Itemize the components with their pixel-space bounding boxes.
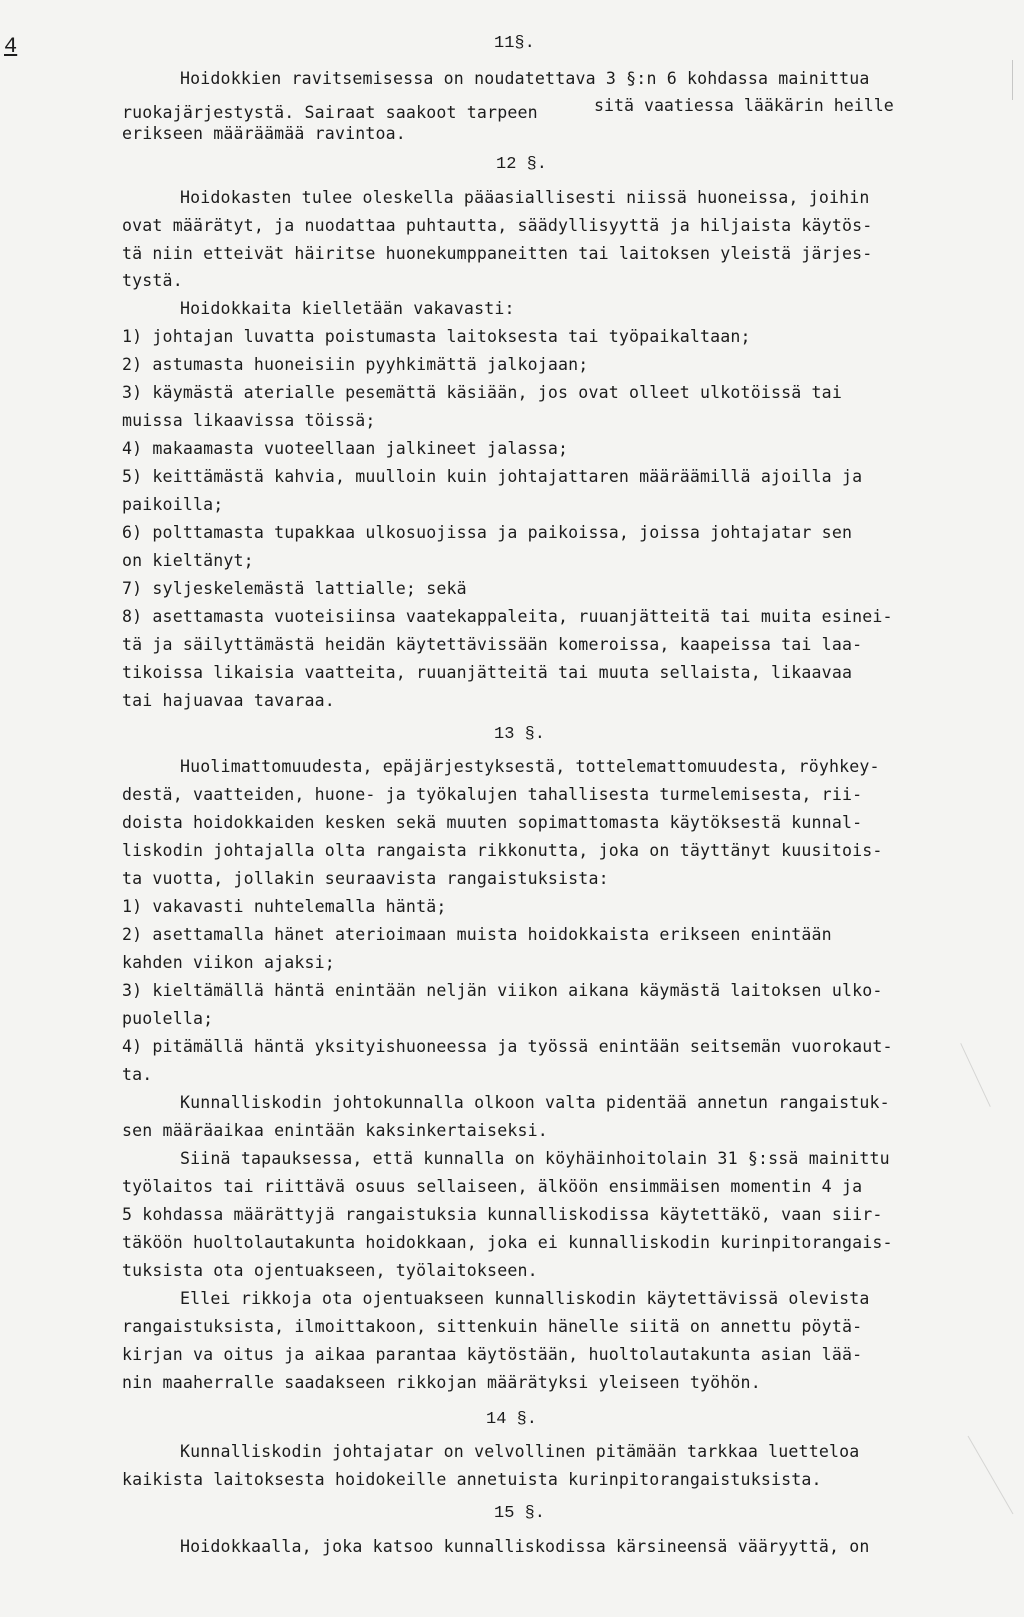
scan-mark: [968, 1436, 1014, 1514]
list-item: 6) polttamasta tupakkaa ulkosuojissa ja paikoissa, joissa johtajatar sen: [122, 523, 853, 542]
text-line: ruokajärjestystä. Sairaat saakoot tarpeen: [122, 103, 538, 122]
list-item: 7) syljeskelemästä lattialle; sekä: [122, 579, 467, 598]
list-item: 2) astumasta huoneisiin pyyhkimättä jalkojaan;: [122, 355, 589, 374]
list-item: 5) keittämästä kahvia, muulloin kuin johtajattaren määräämillä ajoilla ja: [122, 467, 863, 486]
page-number: 4: [4, 34, 18, 59]
text-line: Hoidokkaalla, joka katsoo kunnalliskodissa kärsineensä vääryyttä, on: [180, 1537, 870, 1556]
section-13-heading: 13 §.: [494, 725, 546, 744]
list-item: 4) pitämällä häntä yksityishuoneessa ja työssä enintään seitsemän vuorokaut-: [122, 1037, 893, 1056]
text-line: Ellei rikkoja ota ojentuakseen kunnalliskodin käytettävissä olevista: [180, 1289, 870, 1308]
text-line: kaikista laitoksesta hoidokeille annetuista kurinpitorangaistuksista.: [122, 1470, 822, 1489]
text-line: nin maaherralle saadakseen rikkojan määrätyksi yleiseen työhön.: [122, 1373, 761, 1392]
text-line: sen määräaikaa enintään kaksinkertaiseksi.: [122, 1121, 548, 1140]
text-line: Hoidokkaita kielletään vakavasti:: [180, 299, 515, 318]
section-14-heading: 14 §.: [486, 1410, 538, 1429]
list-item: 4) makaamasta vuoteellaan jalkineet jalassa;: [122, 439, 569, 458]
text-line: 5 kohdassa määrättyjä rangaistuksia kunnalliskodissa käytettäkö, vaan siir-: [122, 1205, 883, 1224]
text-line: Huolimattomuudesta, epäjärjestyksestä, tottelemattomuudesta, röyhkey-: [180, 757, 880, 776]
inserted-text: sitä vaatiessa lääkärin heille: [594, 96, 894, 115]
scan-mark: [960, 1043, 990, 1107]
text-line: Kunnalliskodin johtajatar on velvollinen pitämään tarkkaa luetteloa: [180, 1442, 860, 1461]
list-item: 8) asettamasta vuoteisiinsa vaatekappaleita, ruuanjätteitä tai muita esinei-: [122, 607, 893, 626]
section-15-heading: 15 §.: [494, 1504, 546, 1523]
list-item: 1) johtajan luvatta poistumasta laitoksesta tai työpaikaltaan;: [122, 327, 751, 346]
text-line: tystä.: [122, 271, 183, 290]
section-12-heading: 12 §.: [496, 155, 548, 174]
text-line: ta.: [122, 1065, 153, 1084]
text-line: kirjan va oitus ja aikaa parantaa käytöstään, huoltolautakunta asian lää-: [122, 1345, 863, 1364]
text-line: Kunnalliskodin johtokunnalla olkoon valta pidentää annetun rangaistuk-: [180, 1093, 890, 1112]
list-item: 2) asettamalla hänet aterioimaan muista hoidokkaista erikseen enintään: [122, 925, 832, 944]
text-line: doista hoidokkaiden kesken sekä muuten sopimattomasta käytöksestä kunnal-: [122, 813, 863, 832]
text-line: muissa likaavissa töissä;: [122, 411, 376, 430]
text-line: tikoissa likaisia vaatteita, ruuanjätteitä tai muuta sellaista, likaavaa: [122, 663, 853, 682]
section-11-heading: 11§.: [494, 34, 535, 53]
text-line: ovat määrätyt, ja nuodattaa puhtautta, säädyllisyyttä ja hiljaista käytös-: [122, 216, 873, 235]
text-line: tä niin etteivät häiritse huonekumppaneitten tai laitoksen yleistä järjes-: [122, 244, 873, 263]
text-line: destä, vaatteiden, huone- ja työkalujen tahallisesta turmelemisesta, rii-: [122, 785, 863, 804]
list-item: 1) vakavasti nuhtelemalla häntä;: [122, 897, 447, 916]
scan-mark: [1012, 60, 1013, 100]
text-line: rangaistuksista, ilmoittakoon, sittenkuin hänelle siitä on annettu pöytä-: [122, 1317, 863, 1336]
text-line: ta vuotta, jollakin seuraavista rangaistuksista:: [122, 869, 609, 888]
text-line: tai hajuavaa tavaraa.: [122, 691, 335, 710]
text-line: tuksista ota ojentuakseen, työlaitokseen.: [122, 1261, 538, 1280]
text-line: täköön huoltolautakunta hoidokkaan, joka ei kunnalliskodin kurinpitorangais-: [122, 1233, 893, 1252]
text-line: puolella;: [122, 1009, 214, 1028]
text-line: liskodin johtajalla olta rangaista rikkonutta, joka on täyttänyt kuusitois-: [122, 841, 883, 860]
text-line: Hoidokasten tulee oleskella pääasiallisesti niissä huoneissa, joihin: [180, 188, 870, 207]
text-line: tä ja säilyttämästä heidän käytettävissään komeroissa, kaapeissa tai laa-: [122, 635, 863, 654]
text-line: on kieltänyt;: [122, 551, 254, 570]
text-line: erikseen määräämää ravintoa.: [122, 124, 406, 143]
text-line: Hoidokkien ravitsemisessa on noudatettava 3 §:n 6 kohdassa mainittua: [180, 69, 870, 88]
list-item: 3) käymästä aterialle pesemättä käsiään, jos ovat olleet ulkotöissä tai: [122, 383, 842, 402]
list-item: 3) kieltämällä häntä enintään neljän viikon aikana käymästä laitoksen ulko-: [122, 981, 883, 1000]
text-line: työlaitos tai riittävä osuus sellaiseen, älköön ensimmäisen momentin 4 ja: [122, 1177, 863, 1196]
text-line: Siinä tapauksessa, että kunnalla on köyhäinhoitolain 31 §:ssä mainittu: [180, 1149, 890, 1168]
text-line: kahden viikon ajaksi;: [122, 953, 335, 972]
text-line: paikoilla;: [122, 495, 224, 514]
